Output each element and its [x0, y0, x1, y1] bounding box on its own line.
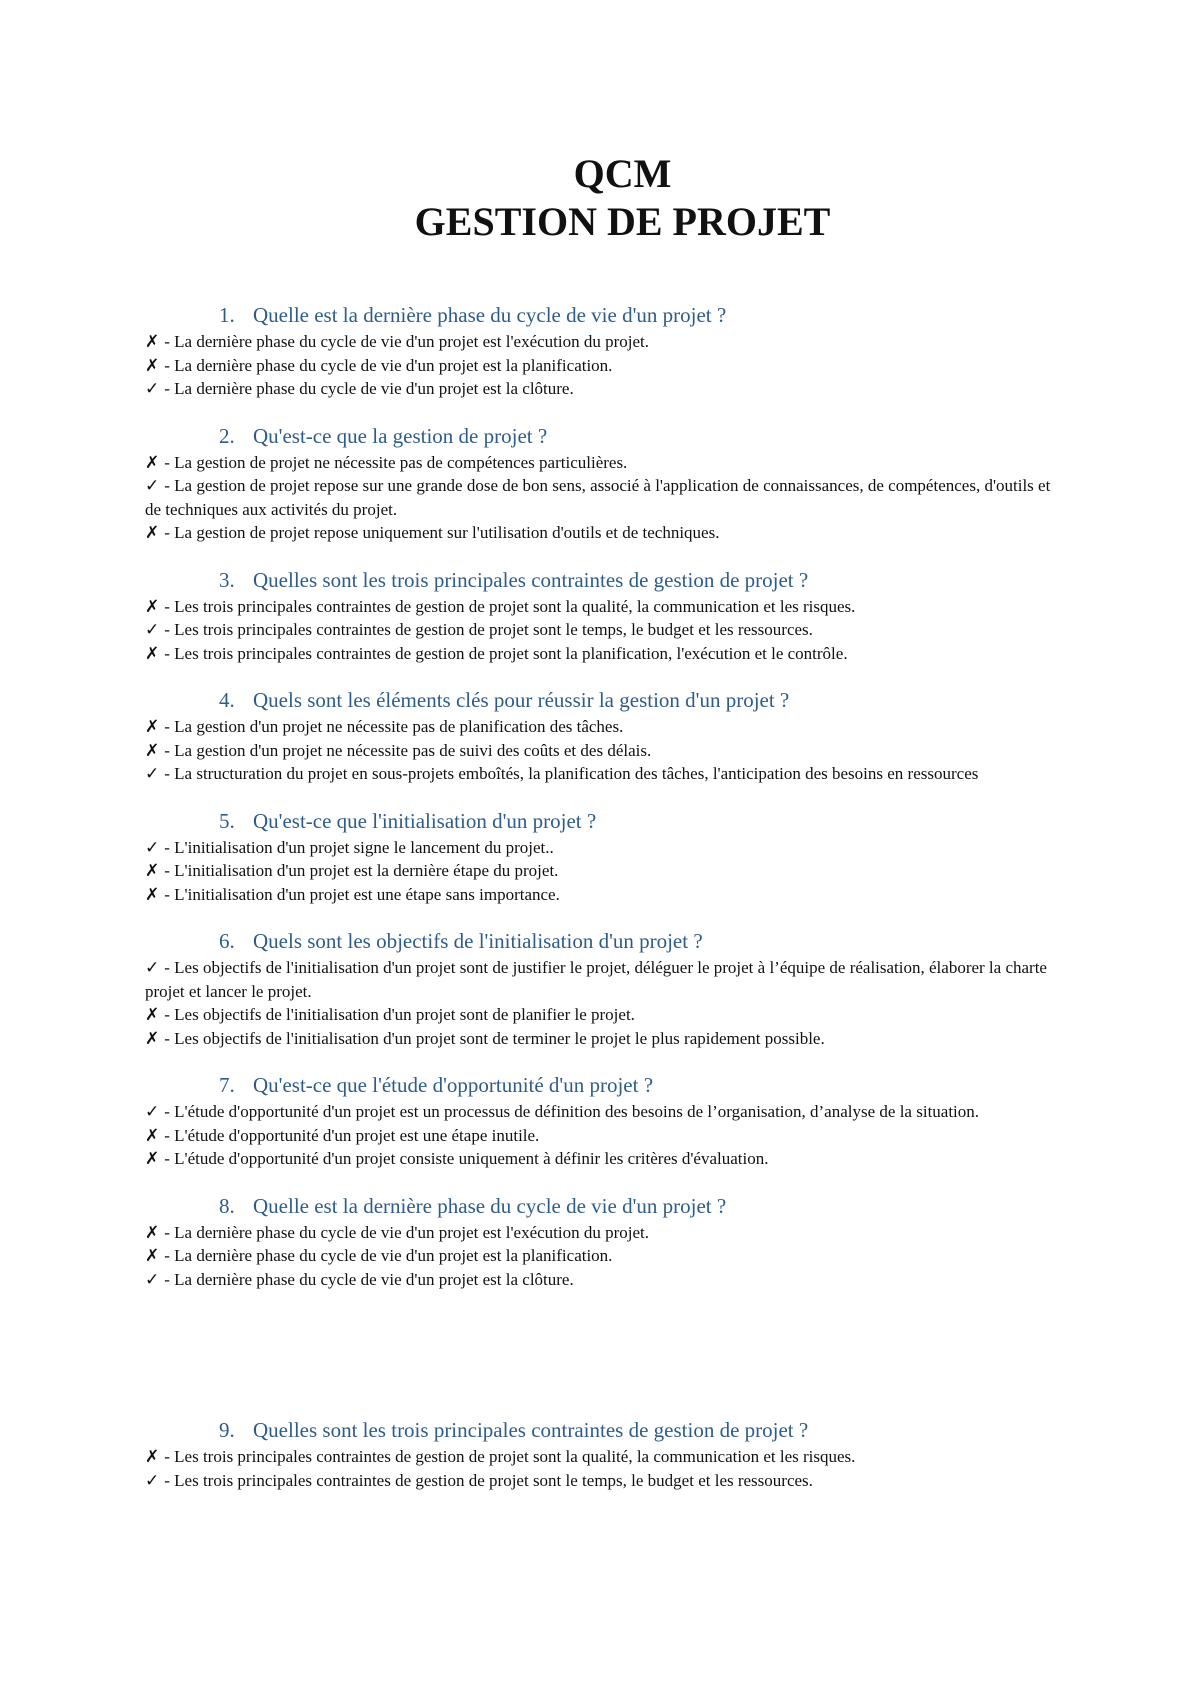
question-block — [145, 808, 1070, 907]
answer-option — [145, 642, 1070, 666]
answer-text: - La dernière phase du cycle de vie d'un projet est la planification. — [160, 355, 613, 375]
cross-icon: ✗ — [145, 1028, 160, 1048]
answer-text: - L'étude d'opportunité d'un projet est une étape inutile. — [160, 1125, 540, 1145]
check-icon: ✓ — [145, 620, 160, 639]
answer-text: - Les trois principales contraintes de gestion de projet sont le temps, le budget et les ressources. — [160, 620, 813, 639]
answer-option — [145, 956, 1070, 1003]
question-block — [145, 567, 1070, 666]
answer-option — [145, 1469, 1070, 1493]
check-icon: ✓ — [145, 476, 160, 495]
answer-option — [145, 618, 1070, 642]
question-title — [145, 1417, 1070, 1443]
question-text: Quels sont les éléments clés pour réussir la gestion d'un projet ? — [253, 688, 790, 712]
question-number: 3. — [219, 567, 235, 592]
answer-text: - L'initialisation d'un projet signe le lancement du projet.. — [160, 837, 554, 857]
answer-option — [145, 474, 1070, 521]
answer-text: - La gestion de projet repose sur une grande dose de bon sens, associé à l'application de connaissances, de compétences, d'outils et de techniques aux activités du projet. — [145, 476, 1051, 519]
answer-text: - Les trois principales contraintes de gestion de projet sont le temps, le budget et les ressources. — [160, 1470, 813, 1490]
question-list — [145, 302, 1070, 1492]
cross-icon: ✗ — [145, 1005, 160, 1024]
answer-text: - L'initialisation d'un projet est une étape sans importance. — [160, 884, 560, 904]
answer-option — [145, 521, 1070, 545]
title-line-2: GESTION DE PROJET — [414, 199, 831, 244]
answer-text: - La dernière phase du cycle de vie d'un projet est la planification. — [160, 1246, 613, 1265]
cross-icon: ✗ — [145, 1447, 160, 1466]
answer-option — [145, 739, 1070, 763]
answer-option — [145, 595, 1070, 619]
question-number: 7. — [219, 1073, 235, 1097]
question-text: Qu'est-ce que l'étude d'opportunité d'un projet ? — [253, 1073, 654, 1097]
question-title — [145, 423, 1070, 449]
answer-text: - La dernière phase du cycle de vie d'un projet est l'exécution du projet. — [160, 1222, 650, 1242]
answer-option — [145, 883, 1070, 907]
answer-option — [145, 1268, 1070, 1292]
answer-text: - Les trois principales contraintes de gestion de projet sont la qualité, la communication et les risques. — [160, 1447, 856, 1466]
question-number: 6. — [219, 929, 235, 953]
question-block — [145, 1072, 1070, 1171]
cross-icon: ✗ — [145, 355, 160, 375]
title-block — [145, 0, 1070, 246]
check-icon: ✓ — [145, 379, 160, 398]
question-title — [145, 567, 1070, 593]
cross-icon: ✗ — [145, 884, 160, 904]
answer-text: - La dernière phase du cycle de vie d'un projet est la clôture. — [160, 1269, 574, 1289]
answer-option — [145, 1244, 1070, 1268]
question-number: 8. — [219, 1193, 235, 1218]
answer-text: - La dernière phase du cycle de vie d'un projet est l'exécution du projet. — [160, 332, 650, 351]
answer-option — [145, 377, 1070, 401]
question-block — [145, 423, 1070, 545]
cross-icon: ✗ — [145, 452, 160, 472]
question-text: Qu'est-ce que la gestion de projet ? — [253, 423, 548, 448]
answer-option — [145, 1100, 1070, 1124]
answer-option — [145, 859, 1070, 883]
cross-icon: ✗ — [145, 1125, 160, 1145]
question-block — [145, 302, 1070, 401]
check-icon: ✓ — [145, 1102, 160, 1121]
check-icon: ✓ — [145, 837, 160, 857]
cross-icon: ✗ — [145, 332, 160, 351]
question-text: Quelle est la dernière phase du cycle de vie d'un projet ? — [253, 303, 727, 327]
answer-option — [145, 1027, 1070, 1051]
answer-text: - Les objectifs de l'initialisation d'un projet sont de justifier le projet, déléguer le projet à l’équipe de réalisation, élaborer la charte projet et lancer le projet. — [145, 958, 1047, 1001]
answer-option — [145, 451, 1070, 475]
question-block — [145, 1193, 1070, 1292]
check-icon: ✓ — [145, 764, 160, 783]
question-text: Quelles sont les trois principales contraintes de gestion de projet ? — [253, 1418, 809, 1442]
answer-text: - Les objectifs de l'initialisation d'un projet sont de terminer le projet le plus rapidement possible. — [160, 1028, 825, 1048]
question-block — [145, 687, 1070, 786]
answer-text: - Les trois principales contraintes de gestion de projet sont la planification, l'exécution et le contrôle. — [160, 643, 848, 663]
answer-text: - La gestion de projet repose uniquement sur l'utilisation d'outils et de techniques. — [160, 523, 720, 542]
answer-text: - La gestion d'un projet ne nécessite pas de planification des tâches. — [160, 717, 624, 736]
answer-text: - L'étude d'opportunité d'un projet est un processus de définition des besoins de l’organisation, d’analyse de la situation. — [160, 1102, 980, 1121]
answer-text: - La structuration du projet en sous-projets emboîtés, la planification des tâches, l'anticipation des besoins en ressources — [160, 764, 979, 783]
cross-icon: ✗ — [145, 1222, 160, 1242]
question-text: Quels sont les objectifs de l'initialisation d'un projet ? — [253, 929, 703, 953]
question-text: Quelles sont les trois principales contraintes de gestion de projet ? — [253, 567, 809, 592]
question-number: 2. — [219, 423, 235, 448]
cross-icon: ✗ — [145, 861, 160, 880]
cross-icon: ✗ — [145, 740, 160, 760]
answer-option — [145, 762, 1070, 786]
answer-option — [145, 1147, 1070, 1171]
answer-text: - La gestion d'un projet ne nécessite pas de suivi des coûts et des délais. — [160, 740, 652, 760]
answer-option — [145, 836, 1070, 860]
answer-text: - L'étude d'opportunité d'un projet consiste uniquement à définir les critères d'évaluation. — [160, 1149, 769, 1168]
question-title — [145, 1193, 1070, 1219]
answer-text: - La gestion de projet ne nécessite pas de compétences particulières. — [160, 452, 628, 472]
cross-icon: ✗ — [145, 1149, 160, 1168]
question-text: Quelle est la dernière phase du cycle de vie d'un projet ? — [253, 1193, 727, 1218]
answer-text: - La dernière phase du cycle de vie d'un projet est la clôture. — [160, 379, 574, 398]
cross-icon: ✗ — [145, 643, 160, 663]
answer-text: - Les objectifs de l'initialisation d'un projet sont de planifier le projet. — [160, 1005, 635, 1024]
answer-option — [145, 330, 1070, 354]
cross-icon: ✗ — [145, 523, 160, 542]
answer-option — [145, 1003, 1070, 1027]
answer-option — [145, 1445, 1070, 1469]
check-icon: ✓ — [145, 958, 160, 977]
answer-text: - L'initialisation d'un projet est la dernière étape du projet. — [160, 861, 559, 880]
answer-option — [145, 1124, 1070, 1148]
question-number: 4. — [219, 688, 235, 712]
answer-option — [145, 1221, 1070, 1245]
question-number: 5. — [219, 808, 235, 833]
question-title — [145, 1072, 1070, 1098]
cross-icon: ✗ — [145, 596, 160, 616]
question-title — [145, 687, 1070, 713]
check-icon: ✓ — [145, 1269, 160, 1289]
answer-option — [145, 715, 1070, 739]
question-block — [145, 1417, 1070, 1492]
question-title — [145, 928, 1070, 954]
check-icon: ✓ — [145, 1470, 160, 1490]
cross-icon: ✗ — [145, 717, 160, 736]
question-number: 1. — [219, 303, 235, 327]
question-number: 9. — [219, 1418, 235, 1442]
answer-text: - Les trois principales contraintes de gestion de projet sont la qualité, la communication et les risques. — [160, 596, 856, 616]
answer-option — [145, 354, 1070, 378]
title-line-1: QCM — [573, 151, 672, 196]
question-title — [145, 808, 1070, 834]
cross-icon: ✗ — [145, 1246, 160, 1265]
question-title — [145, 302, 1070, 328]
question-block — [145, 928, 1070, 1050]
question-text: Qu'est-ce que l'initialisation d'un projet ? — [253, 808, 597, 833]
